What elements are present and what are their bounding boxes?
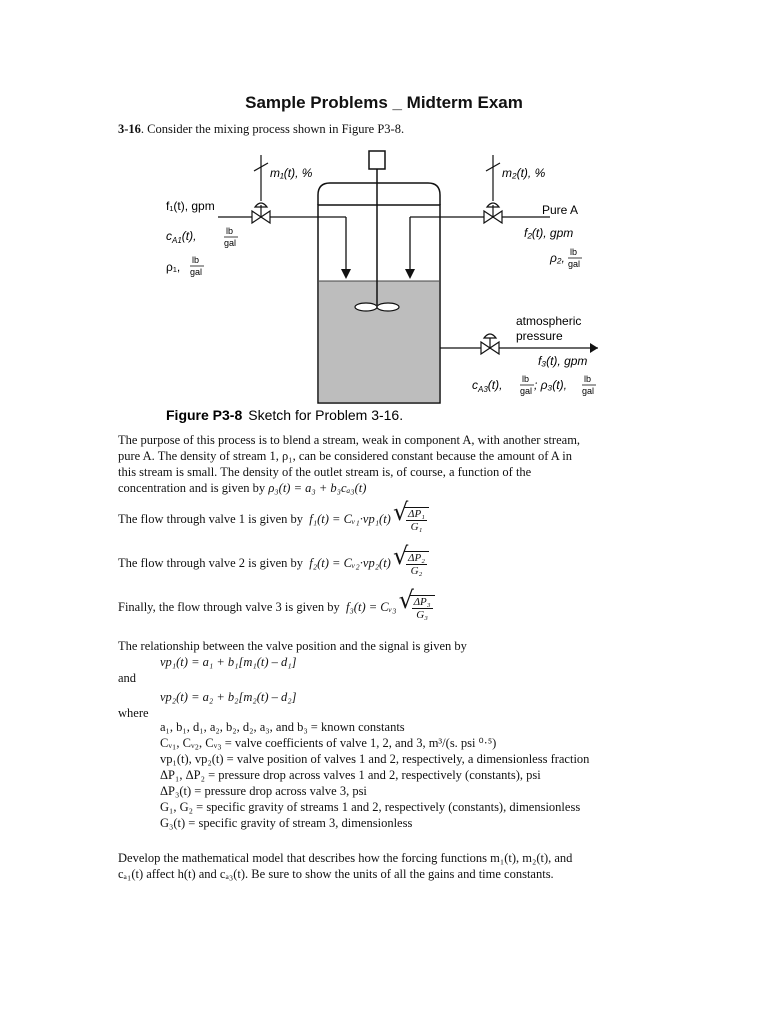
label-f1: f₁(t), gpm (166, 199, 215, 213)
label-m2: m₂(t), % (502, 166, 546, 180)
outlet-arrow (590, 343, 598, 353)
valve3-numerator: √ ΔP₃ (413, 596, 431, 608)
purpose-line-2: pure A. The density of stream 1, ρ₁, can be considered constant because the amount of A in (118, 449, 572, 463)
label-gal-2: gal (190, 267, 203, 277)
valve1-denominator: G₁ (410, 521, 423, 533)
label-gal-4: gal (520, 386, 533, 396)
valve3-left (481, 342, 490, 354)
valve3-actuator (484, 334, 496, 338)
definition-item: a₁, b₁, d₁, a₂, b₂, d₂, a₃, and b₃ = known constants (160, 720, 405, 734)
label-f2: f₂(t), gpm (524, 226, 574, 240)
label-lb-1: lb (226, 226, 234, 236)
definition-item: vp₁(t), vp₂(t) = valve position of valves 1 and 2, respectively, a dimensionless fraction (160, 752, 590, 766)
task-line-1: Develop the mathematical model that describes how the forcing functions m₁(t), m₂(t), and (118, 851, 573, 865)
task-line-2: cₐ₁(t) affect h(t) and cₐ₃(t). Be sure to show the units of all the gains and time constants. (118, 867, 554, 881)
inlet1-arrow (341, 269, 351, 279)
page-title: Sample Problems _ Midterm Exam (245, 93, 523, 112)
valve1-left (252, 211, 261, 223)
label-lb-3: lb (570, 247, 578, 257)
relationship-section (118, 638, 678, 721)
label-atm-2: pressure (516, 329, 563, 343)
valve3-flow (118, 595, 435, 621)
valve1-position-equation: vp₁(t) = a₁ + b₁[m₁(t) – d₁] (160, 655, 297, 669)
label-rho2: ρ₂, (550, 251, 565, 265)
impeller-right (377, 303, 399, 311)
definition-item: ΔP₃(t) = pressure drop across valve 3, psi (160, 784, 367, 798)
inlet2-arrow (405, 269, 415, 279)
label-lb-2: lb (192, 255, 200, 265)
label-atm-1: atmospheric (516, 314, 582, 328)
definition-item: Cᵥ₁, Cᵥ₂, Cᵥ₃ = valve coefficients of valve 1, 2, and 3, m³/(s. psi ⁰·⁵) (160, 736, 497, 750)
label-rho1: ρ₁, (166, 260, 181, 274)
valve2-position-equation: vp₂(t) = a₂ + b₂[m₂(t) – d₂] (160, 690, 297, 704)
label-lb-5: lb (584, 374, 592, 384)
figure-caption: Figure P3-8 Sketch for Problem 3-16. (166, 407, 404, 423)
valve1-text: The flow through valve 1 is given by (118, 511, 304, 526)
valve1-equation: f₁(t) = Cᵥ₁·vp₁(t) (309, 511, 391, 526)
valve2-numerator: √ ΔP₂ (407, 552, 425, 564)
label-ca1: $c_{A1}(t)$, (166, 229, 197, 245)
definition-item: ΔP₁, ΔP₂ = pressure drop across valves 1 and 2, respectively (constants), psi (160, 768, 541, 782)
label-m1: m₁(t), % (270, 166, 313, 180)
valve2-left (484, 211, 493, 223)
valve2-right (493, 211, 502, 223)
valve2-denominator: G₂ (410, 565, 423, 577)
label-gal-5: gal (582, 386, 595, 396)
valve1-numerator: √ ΔP₁ (407, 508, 425, 520)
figure-p3-8 (158, 145, 598, 425)
definition-item: G₁, G₂ = specific gravity of streams 1 and 2, respectively (constants), dimensionless (160, 800, 581, 814)
label-pure-a: Pure A (542, 203, 579, 217)
purpose-line-3: this stream is small. The density of the outlet stream is, of course, a function of the (118, 465, 532, 479)
problem-intro-text: . Consider the mixing process shown in Figure P3-8. (140, 122, 405, 136)
problem-number: 3-16 (118, 122, 141, 136)
label-gal-3: gal (568, 259, 581, 269)
where-word: where (118, 706, 149, 720)
problem-intro (118, 121, 404, 137)
label-gal-1: gal (224, 238, 237, 248)
purpose-paragraph (118, 432, 658, 496)
purpose-line-4: concentration and is given by ρ₃(t) = a₃ + b₃cₐ₃(t) (118, 481, 367, 495)
label-f3: f₃(t), gpm (538, 354, 588, 368)
tank-top (318, 183, 440, 205)
mixer-motor (369, 151, 385, 169)
valve1-right (261, 211, 270, 223)
and-word: and (118, 671, 137, 685)
density-equation: ρ₃(t) = a₃ + b₃cₐ₃(t) (268, 481, 367, 495)
valve2-text: The flow through valve 2 is given by (118, 555, 304, 570)
definitions-list (160, 719, 720, 831)
valve1-flow (118, 507, 429, 533)
valve2-flow (118, 551, 429, 577)
impeller-left (355, 303, 377, 311)
valve3-right (490, 342, 499, 354)
task-paragraph (118, 850, 678, 882)
relationship-intro: The relationship between the valve position and the signal is given by (118, 639, 467, 653)
valve2-equation: f₂(t) = Cᵥ₂·vp₂(t) (309, 555, 391, 570)
valve3-text: Finally, the flow through valve 3 is given by (118, 599, 340, 614)
label-lb-4: lb (522, 374, 530, 384)
label-ca3: $c_{A3}(t)$, (472, 378, 503, 394)
label-rho3: ; ρ₃(t), (534, 378, 567, 392)
valve3-equation: f₃(t) = Cᵥ₃ (345, 599, 397, 614)
purpose-line-1: The purpose of this process is to blend a stream, weak in component A, with another stream, (118, 433, 581, 447)
definition-item: G₃(t) = specific gravity of stream 3, dimensionless (160, 816, 413, 830)
tank-liquid (319, 281, 439, 402)
valve3-denominator: G₃ (416, 609, 428, 621)
